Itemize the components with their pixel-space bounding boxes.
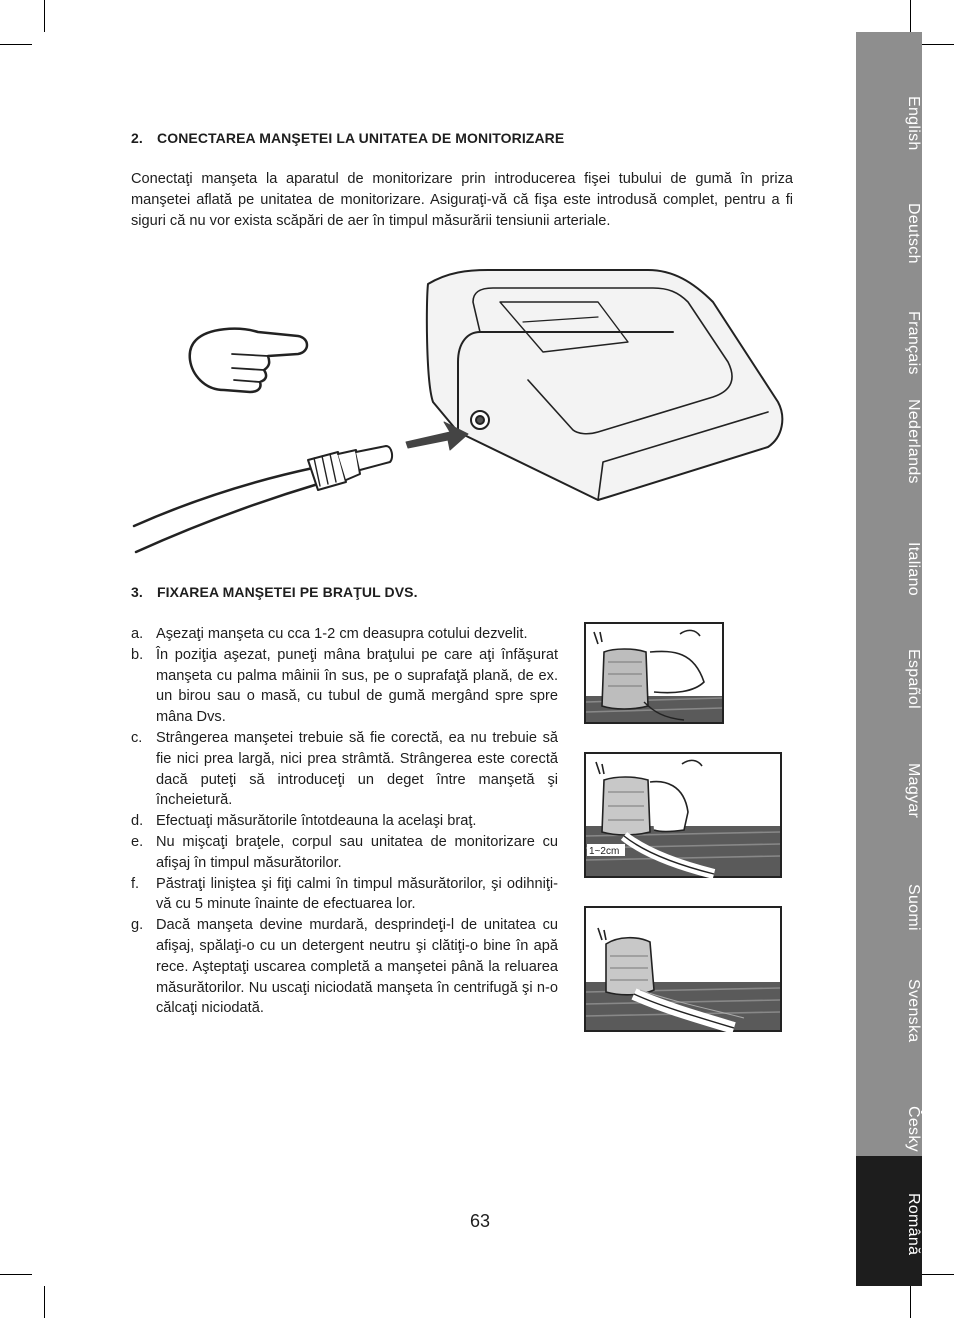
crop-mark-top-right-h [922, 44, 954, 45]
language-tab-magyar[interactable] [856, 732, 922, 844]
language-tab-label: Česky [905, 1106, 922, 1152]
section-3-heading [131, 584, 418, 600]
language-tab-label: Italiano [905, 542, 922, 596]
language-tab-label: English [905, 95, 922, 151]
language-tab-label: Nederlands [905, 398, 922, 484]
language-tab-label: Svenska [905, 979, 922, 1043]
language-tab-romana[interactable] [856, 1156, 922, 1286]
list-item [131, 624, 558, 645]
step-text: Efectuaţi măsurătorile întotdeauna la acelaşi braţ. [156, 813, 477, 830]
language-tab-label: Magyar [905, 763, 922, 819]
crop-mark-bottom-right-h [922, 1274, 954, 1275]
crop-mark-bottom-right-v [910, 1286, 911, 1318]
language-tab-suomi[interactable] [856, 848, 922, 960]
step-text: Nu mişcaţi braţele, corpul sau unitatea de monitorizare cu afişaj în timpul măsurătorilor. [156, 833, 558, 871]
list-item [131, 811, 558, 832]
step-letter: a. [131, 626, 144, 642]
step-letter: c. [131, 729, 143, 746]
step-text: În poziţia aşezat, puneţi mâna braţului pe care aţi înfăşurat manşeta cu palma mâinii în sus, pe o suprafaţă plană, de ex. un birou sau o masă, cu tubul de gumă mergând spre spre mâna Dvs. [156, 646, 558, 726]
language-tab-italiano[interactable] [856, 510, 922, 622]
section-2-number: 2. [131, 130, 143, 146]
crop-mark-top-left-v [44, 0, 45, 32]
language-tab-espanol[interactable] [856, 620, 922, 732]
list-item [131, 915, 558, 1019]
step-text: Dacă manşeta devine murdară, desprindeţi-l de unitatea cu afişaj, spălaţi-o cu un detergent neutru şi clătiţi-o bine în apă rece. Aşteptaţi uscarea completă a manşetei până la reluarea măsurătorilor. Nu uscaţi niciodată manşeta în centrifugă şi n-o călcaţi niciodată. [156, 917, 558, 1017]
section-2-paragraph: Conectaţi manşeta la aparatul de monitorizare prin introducerea fişei tubului de gumă în priza manşetei aflată pe unitatea de monitorizare. Asiguraţi-vă că fişa este introdusă complet, pentru a fi siguri că nu vor exista scăpări de aer în timpul măsurării tensiunii arteriale. [131, 171, 793, 229]
section-3-title: FIXAREA MANŞETEI PE BRAŢUL DVS. [157, 584, 418, 600]
crop-mark-top-right-v [910, 0, 911, 32]
step-text: Aşezaţi manşeta cu cca 1-2 cm deasupra cotului dezvelit. [156, 626, 528, 642]
language-tab-english[interactable] [856, 64, 922, 176]
section-2-heading [131, 130, 564, 146]
crop-mark-bottom-left-v [44, 1286, 45, 1318]
list-item [131, 645, 558, 728]
step-text: Strângerea manşetei trebuie să fie corectă, ea nu trebuie să fie nici prea largă, nici prea strâmtă. Strângerea este corectă dacă puteţi să introduceţi un deget între manşetă şi încheietură. [156, 729, 558, 809]
section-2-title: CONECTAREA MANŞETEI LA UNITATEA DE MONITORIZARE [157, 130, 565, 146]
cuff-position-figure-3 [584, 906, 782, 1032]
language-tab-label: Română [905, 1192, 922, 1256]
language-sidebar [856, 32, 922, 1286]
cuff-connector-illustration [128, 262, 786, 562]
language-tab-label: Français [905, 311, 922, 375]
list-item [131, 728, 558, 811]
step-letter: g. [131, 917, 144, 934]
step-letter: d. [131, 813, 144, 830]
step-letter: b. [131, 646, 144, 663]
step-letter: e. [131, 833, 144, 850]
cuff-distance-label: 1~2cm [589, 846, 620, 857]
cuff-position-figure-2 [584, 752, 782, 878]
language-tab-svenska[interactable] [856, 952, 922, 1064]
language-tab-francais[interactable] [856, 284, 922, 396]
list-item [131, 874, 558, 916]
cuff-instructions-list [131, 624, 558, 1019]
language-tab-label: Suomi [905, 883, 922, 931]
language-tab-label: Deutsch [905, 202, 922, 264]
list-item [131, 832, 558, 874]
page-number: 63 [469, 1211, 491, 1231]
language-tab-label: Español [905, 649, 922, 709]
language-tab-deutsch[interactable] [856, 174, 922, 286]
section-3-number: 3. [131, 584, 143, 600]
crop-mark-top-left-h [0, 44, 32, 45]
cuff-position-figure-1 [584, 622, 724, 724]
language-tab-nederlands[interactable] [856, 382, 922, 494]
step-letter: f. [131, 875, 140, 892]
crop-mark-bottom-left-h [0, 1274, 32, 1275]
step-text: Păstraţi liniştea şi fiţi calmi în timpul măsurătorilor, şi odihniţi-vă cu 5 minute înainte de efectuarea lor. [156, 875, 558, 913]
